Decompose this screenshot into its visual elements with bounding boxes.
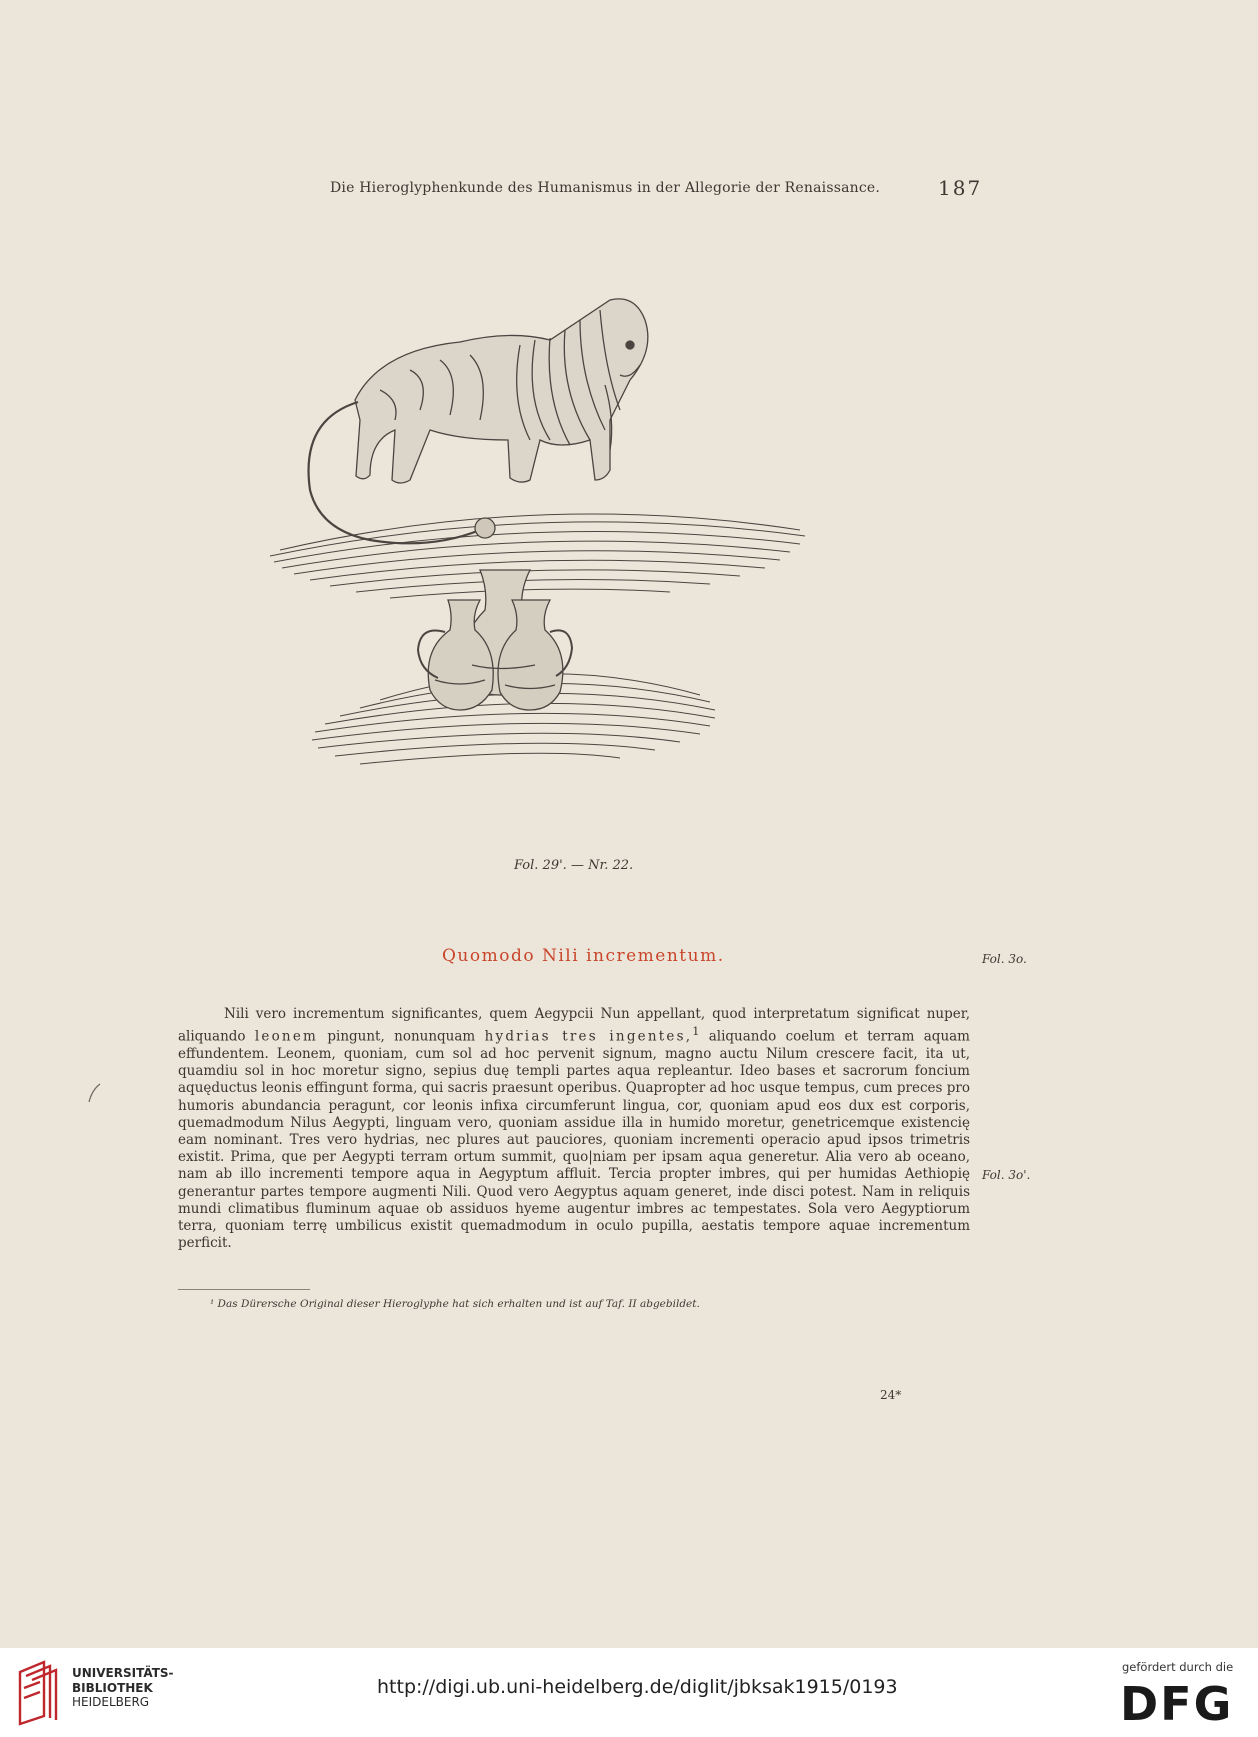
lion-ground-hatching	[270, 514, 805, 598]
footnote-rule	[178, 1289, 310, 1290]
text-run: Nili vero incrementum significantes, quem Aegypcii Nun appellant, quod interpretatum significat nuper, aliquando	[178, 1006, 970, 1045]
institution-line: HEIDELBERG	[72, 1695, 150, 1709]
page-number: 187	[938, 176, 983, 200]
university-library-logo-icon[interactable]	[14, 1658, 70, 1728]
institution-line: UNIVERSITÄTS-	[72, 1666, 174, 1680]
woodcut-illustration	[260, 290, 900, 810]
permalink-url[interactable]: http://digi.ub.uni-heidelberg.de/diglit/jbksak1915/0193	[377, 1676, 898, 1698]
footnote-marker: 1	[692, 1025, 700, 1039]
signature-mark: 24*	[880, 1388, 902, 1402]
dfg-logo-text: DFG	[1120, 1680, 1234, 1726]
running-title: Die Hieroglyphenkunde des Humanismus in der Allegorie der Renaissance.	[330, 180, 881, 196]
margin-folio-note: Fol. 3o'.	[982, 1168, 1031, 1182]
footer-bar	[0, 1648, 1258, 1737]
jugs-woodcut	[312, 570, 715, 764]
margin-folio-note: Fol. 3o.	[982, 952, 1027, 966]
lion-woodcut	[270, 299, 805, 598]
spaced-term-leonem: leonem	[254, 1028, 319, 1045]
figure-caption: Fol. 29'. — Nr. 22.	[514, 858, 634, 873]
text-run: pingunt, nonunquam	[318, 1028, 485, 1045]
spaced-term-hydrias: hydrias tres ingentes,	[484, 1028, 693, 1045]
body-text	[178, 1006, 970, 1252]
body-paragraph	[178, 1006, 970, 1252]
dfg-logo-icon[interactable]	[1120, 1680, 1242, 1726]
footnote: ¹ Das Dürersche Original dieser Hieroglyphe hat sich erhalten und ist auf Taf. II abgebildet.	[210, 1298, 700, 1310]
pencil-mark	[86, 1082, 102, 1104]
section-title: Quomodo Nili incrementum.	[442, 946, 725, 966]
funder-label: gefördert durch die	[1122, 1660, 1234, 1674]
institution-name	[72, 1666, 174, 1710]
institution-line: BIBLIOTHEK	[72, 1680, 153, 1695]
text-run: aliquando coelum et terram aquam effundentem. Leonem, quoniam, cum sol ad hoc pervenit signum, magno auctu Nilum crescere facit, ita ut, quamdiu sol in hoc moretur signo, sepius duę templi partes aqua repleantur. Ideo bases et sacrorum foncium aquęductus leonis effingunt forma, qui sacris praesunt operibus. Quapropter ad hoc usque tempus, cum preces pro humoris abundancia peragunt, cor leonis infixa circumferunt lingua, cor, quoniam apud eos dux est corporis, quemadmodum Nilus Aegypti, linguam vero, quoniam assidue illa in humido moretur, genetricemque existencię eam nominant. Tres vero hydrias, nec plures aut pauciores, quoniam incrementi operacio apud ipsos trimetris existit. Prima, que per Aegypti terram ortum summit, quo|niam per ipsam aqua generetur. Alia vero ab oceano, nam ab illo incrementi tempore aqua in Aegyptum affluit. Tercia propter imbres, qui per humidas Aethiopię generantur partes tempore augmenti Nili. Quod vero Aegyptus aquam generet, inde disci potest. Nam in reliquis mundi climatibus fluminum aquae ob assiduos hyeme augentur imbres ac tempestates. Sola vero Aegyptiorum terra, quoniam terrę umbilicus existit quemadmodum in oculo pupilla, aestatis tempore aquae incrementum perficit.	[178, 1028, 970, 1252]
